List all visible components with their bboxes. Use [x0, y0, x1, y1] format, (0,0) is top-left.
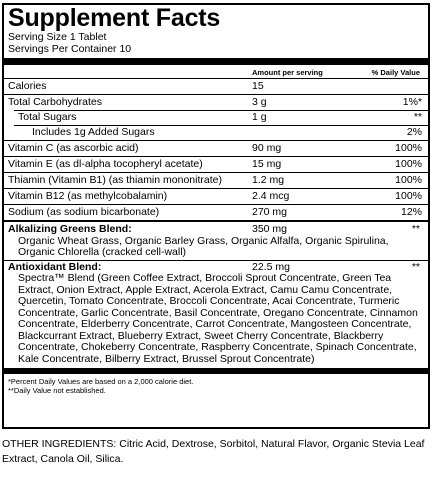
dv-header: % Daily Value [371, 68, 420, 77]
nutrient-dv: 12% [400, 206, 422, 218]
blend-name: Antioxidant Blend: [8, 260, 102, 273]
amount-header: Amount per serving [252, 68, 323, 77]
nutrient-name: Thiamin (Vitamin B1) (as thiamin mononitrate) [8, 174, 222, 186]
nutrient-name: Vitamin E (as dl-alpha tocopheryl acetate) [8, 158, 203, 170]
nutrient-name: Vitamin B12 (as methylcobalamin) [8, 190, 168, 202]
divider [4, 220, 428, 222]
nutrient-row [8, 173, 424, 188]
nutrient-name: Calories [8, 80, 47, 92]
nutrient-dv: 100% [395, 190, 422, 202]
blend-name: Alkalizing Greens Blend: [8, 223, 132, 235]
blend-amount: 350 mg [252, 223, 288, 235]
nutrient-name: Includes 1g Added Sugars [32, 126, 155, 138]
servings-per-container: Servings Per Container 10 [8, 43, 132, 55]
blend-amount: 22.5 mg [252, 260, 290, 273]
thick-divider [4, 368, 428, 374]
nutrient-amount: 2.4 mcg [252, 190, 290, 202]
nutrient-amount: 1 g [252, 111, 267, 123]
footnote-dv: *Percent Daily Values are based on a 2,000 calorie diet. [8, 377, 194, 386]
nutrient-row [8, 141, 424, 156]
panel-title: Supplement Facts [8, 4, 221, 32]
other-ingredients: OTHER INGREDIENTS: Citric Acid, Dextrose, Sorbitol, Natural Flavor, Organic Stevia Leaf Extract, Canola Oil, Silica. [2, 438, 425, 465]
nutrient-row [8, 110, 424, 125]
nutrient-dv: 100% [395, 174, 422, 186]
nutrient-amount: 15 mg [252, 158, 282, 170]
nutrient-amount: 15 [252, 80, 264, 92]
nutrient-amount: 3 g [252, 96, 267, 108]
blend-dv: ** [411, 223, 420, 235]
alkalizing-greens-blend [8, 224, 424, 259]
blend-ingredients: Organic Wheat Grass, Organic Barley Grass, Organic Alfalfa, Organic Spirulina, Organic Chlorella (cracked cell-wall) [18, 234, 389, 258]
nutrient-amount: 90 mg [252, 142, 282, 154]
serving-size: Serving Size 1 Tablet [8, 31, 107, 43]
nutrient-dv: 2% [406, 126, 422, 138]
blend-ingredients: Spectra™ Blend (Green Coffee Extract, Broccoli Sprout Concentrate, Green Tea Extract, Onion Extract, Apple Extract, Acerola Extract, Camu Camu Concentrate, Quercetin, Tomato Concentrate, Broccoli Concentrate, Acai Concentrate, Turmeric Concentrate, Garlic Concentrate, Basil Concentrate, Oregano Concentrate, Cinnamon Concentrate, Elderberry Concentrate, Carrot Concentrate, Mangosteen Concentrate, Blackcurrant Extract, Blueberry Extract, Sweet Cherry Concentrate, Blackberry Concentrate, Chokeberry Concentrate, Raspberry Concentrate, Spinach Concentrate, Kale Concentrate, Bilberry Extract, Brussel Sprout Concentrate) [18, 272, 418, 365]
nutrient-dv: 1%* [402, 96, 422, 108]
nutrient-amount: 270 mg [252, 206, 288, 218]
nutrient-name: Sodium (as sodium bicarbonate) [8, 206, 160, 218]
nutrient-row [8, 79, 424, 94]
supplement-facts-panel [2, 3, 430, 429]
nutrient-name: Vitamin C (as ascorbic acid) [8, 142, 139, 154]
nutrient-row [8, 205, 424, 220]
nutrient-row [8, 189, 424, 204]
nutrient-amount: 1.2 mg [252, 174, 285, 186]
nutrient-dv: ** [413, 111, 422, 123]
antioxidant-blend [8, 262, 424, 366]
nutrient-dv: 100% [395, 158, 422, 170]
nutrient-row [8, 125, 424, 140]
nutrient-dv: 100% [395, 142, 422, 154]
blend-dv: ** [411, 260, 420, 273]
footnotes [8, 377, 424, 395]
thick-divider [4, 58, 428, 65]
nutrient-row [8, 157, 424, 172]
footnote-not-established: **Daily Value not established. [8, 386, 106, 395]
nutrient-name: Total Sugars [18, 111, 77, 123]
nutrient-name: Total Carbohydrates [8, 96, 102, 108]
column-header [8, 65, 424, 78]
nutrient-row [8, 95, 424, 110]
